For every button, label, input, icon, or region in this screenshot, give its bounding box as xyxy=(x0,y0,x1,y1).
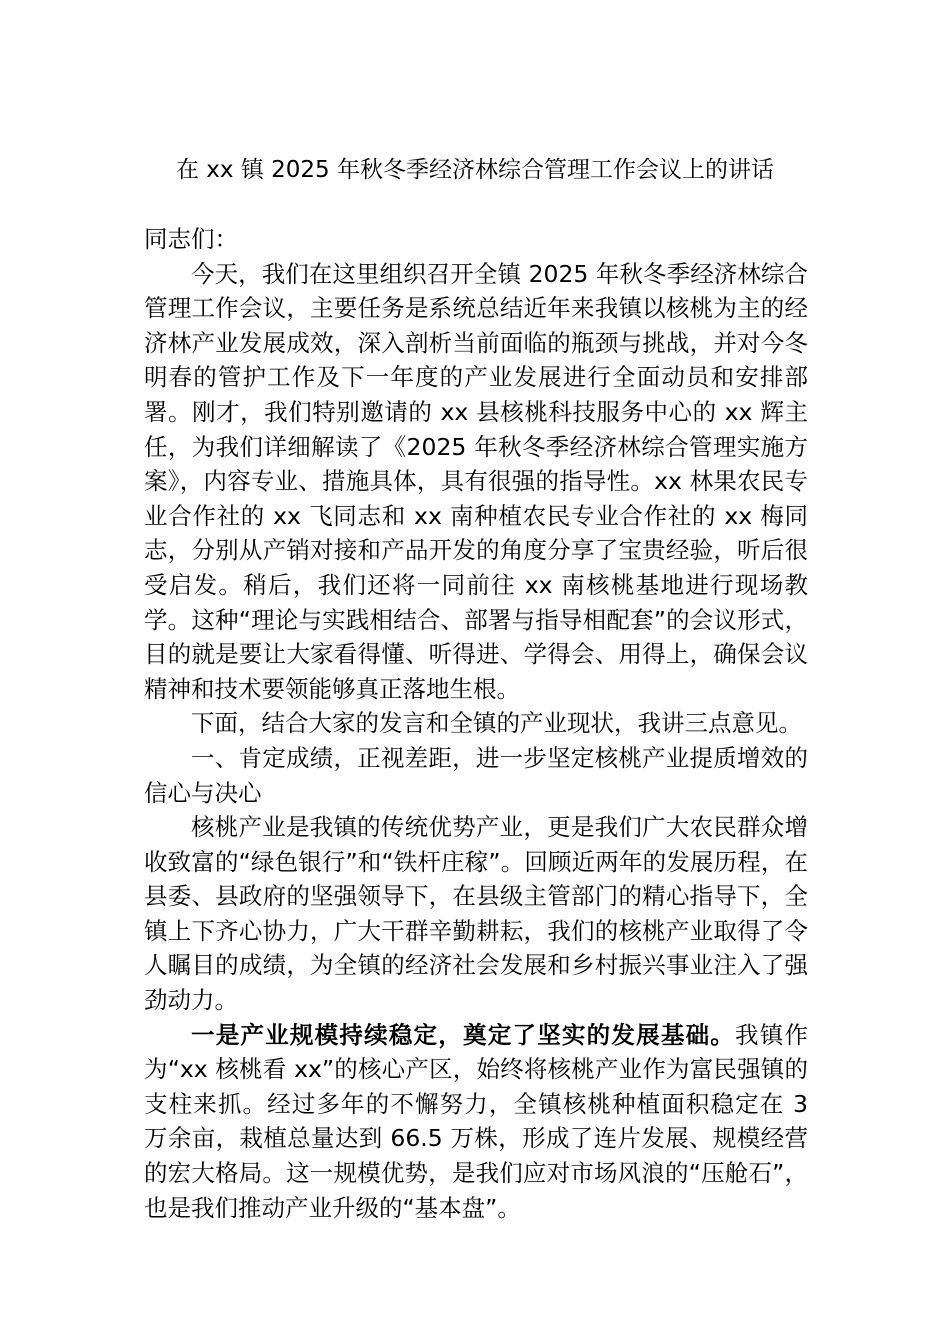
paragraph-intro: 今天，我们在这里组织召开全镇 2025 年秋冬季经济林综合管理工作会议，主要任务是系统总结近年来我镇以核桃为主的经济林产业发展成效，深入剖析当前面临的瓶颈与挑战，并对今冬明春的管护工作及下一年度的产业发展进行全面动员和安排部署。刚才，我们特别邀请的 xx 县核桃科技服务中心的 xx 辉主任，为我们详细解读了《2025 年秋冬季经济林综合管理实施方案》，内容专业、措施具体，具有很强的指导性。xx 林果农民专业合作社的 xx 飞同志和 xx 南种植农民专业合作社的 xx 梅同志，分别从产销对接和产品开发的角度分享了宝贵经验，听后很受启发。稍后，我们还将一同前往 xx 南核桃基地进行现场教学。这种“理论与实践相结合、部署与指导相配套”的会议形式，目的就是要让大家看得懂、听得进、学得会、用得上，确保会议精神和技术要领能够真正落地生根。 xyxy=(144,259,808,703)
paragraph-transition: 下面，结合大家的发言和全镇的产业现状，我讲三点意见。 xyxy=(191,709,802,738)
point-one-heading: 一是产业规模持续稳定，奠定了坚实的发展基础。 xyxy=(191,1020,736,1049)
section-heading-1: 一、肯定成绩，正视差距，进一步坚定核桃产业提质增效的信心与决心 xyxy=(144,743,808,807)
document-body xyxy=(144,222,808,1225)
paragraph-scale xyxy=(144,1018,808,1226)
point-one-text: 我镇作为“xx 核桃看 xx”的核心产区，始终将核桃产业作为富民强镇的支柱来抓。经过多年的不懈努力，全镇核桃种植面积稳定在 3 万余亩，栽植总量达到 66.5 万株，形成了连片发展、规模经营的宏大格局。这一规模优势，是我们应对市场风浪的“压舱石”，也是我们推动产业升级的“基本盘”。 xyxy=(144,1020,809,1222)
paragraph-industry-overview: 核桃产业是我镇的传统优势产业，更是我们广大农民群众增收致富的“绿色银行”和“铁杆庄稼”。回顾近两年的发展历程，在县委、县政府的坚强领导下，在县级主管部门的精心指导下，全镇上下齐心协力，广大干群辛勤耕耘，我们的核桃产业取得了令人瞩目的成绩，为全镇的经济社会发展和乡村振兴事业注入了强劲动力。 xyxy=(144,813,808,1015)
salutation: 同志们： xyxy=(144,225,238,253)
document-title: 在 xx 镇 2025 年秋冬季经济林综合管理工作会议上的讲话 xyxy=(176,157,774,183)
